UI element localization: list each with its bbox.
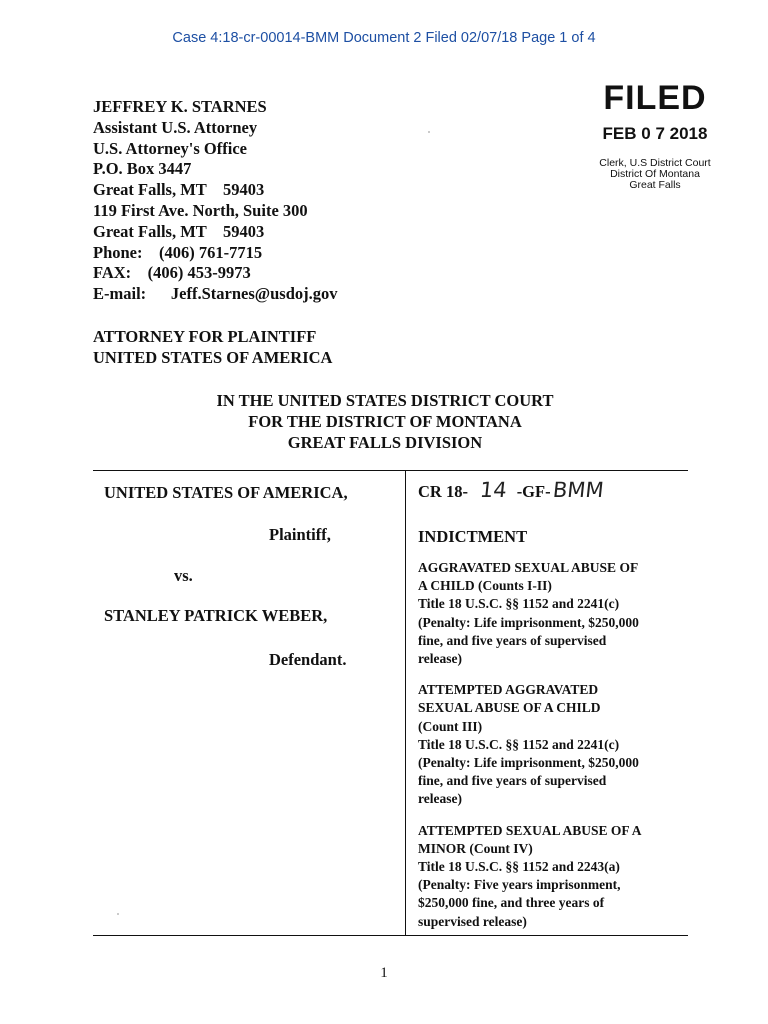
phone: Phone: (406) 761-7715 [93, 242, 263, 262]
count-line: Title 18 U.S.C. §§ 1152 and 2241(c) [418, 596, 620, 612]
court-district: FOR THE DISTRICT OF MONTANA [248, 412, 522, 431]
clerk-line: Clerk, U.S District Court [599, 157, 711, 169]
court-heading [0, 390, 768, 453]
scan-speck [428, 131, 430, 133]
count-line: release) [418, 791, 462, 807]
plaintiff-label: UNITED STATES OF AMERICA [93, 347, 333, 367]
count-line: fine, and five years of supervised [418, 632, 607, 648]
fax: FAX: (406) 453-9973 [93, 263, 251, 283]
attorney-for-label: ATTORNEY FOR PLAINTIFF [93, 327, 317, 346]
page-number: 1 [380, 965, 388, 981]
attorney-name: JEFFREY K. STARNES [93, 97, 267, 116]
filed-stamp [580, 80, 730, 191]
count-line: (Penalty: Life imprisonment, $250,000 [418, 755, 639, 771]
court-division: GREAT FALLS DIVISION [287, 433, 483, 452]
clerk-division: Great Falls [629, 179, 681, 191]
attorney-title: Assistant U.S. Attorney [93, 117, 258, 137]
count-line: AGGRAVATED SEXUAL ABUSE OF [418, 560, 639, 575]
street-city: Great Falls, MT 59403 [93, 221, 265, 241]
filed-label: FILED [603, 79, 707, 117]
count-line: Title 18 U.S.C. §§ 1152 and 2243(a) [418, 859, 620, 875]
filed-date: FEB 0 7 2018 [602, 124, 708, 143]
count-line: release) [418, 651, 462, 667]
street-address: 119 First Ave. North, Suite 300 [93, 200, 308, 220]
plaintiff-name: UNITED STATES OF AMERICA, [104, 483, 348, 502]
ecf-header: Case 4:18-cr-00014-BMM Document 2 Filed 02/07/18 Page 1 of 4 [172, 30, 596, 46]
count-line: fine, and five years of supervised [418, 773, 607, 789]
scan-speck [117, 913, 119, 915]
count-block [418, 681, 686, 808]
caption-bottom-rule [93, 935, 688, 936]
defendant-role: Defendant. [269, 650, 347, 669]
versus: vs. [174, 566, 193, 585]
plaintiff-role: Plaintiff, [269, 525, 331, 544]
case-number-mid: -GF- [516, 482, 551, 501]
caption-divider [405, 471, 406, 935]
case-number-prefix: CR 18- [418, 482, 468, 501]
case-number [418, 478, 686, 502]
count-line: (Penalty: Five years imprisonment, [418, 877, 621, 893]
count-line: A CHILD (Counts I-II) [418, 578, 552, 594]
handwritten-judge-initials: BMM [551, 478, 605, 502]
count-line: SEXUAL ABUSE OF A CHILD [418, 700, 601, 716]
count-line: ATTEMPTED SEXUAL ABUSE OF A [418, 822, 642, 838]
count-block [418, 822, 686, 931]
count-line: Title 18 U.S.C. §§ 1152 and 2241(c) [418, 736, 620, 752]
count-line: $250,000 fine, and three years of [418, 895, 605, 911]
po-box: P.O. Box 3447 [93, 159, 192, 179]
email: E-mail: Jeff.Starnes@usdoj.gov [93, 284, 338, 304]
attorney-for-plaintiff [93, 327, 332, 369]
attorney-office: U.S. Attorney's Office [93, 138, 247, 158]
attorney-block [93, 97, 338, 305]
caption-top-rule [93, 470, 688, 471]
count-line: (Count III) [418, 718, 483, 734]
defendant-name: STANLEY PATRICK WEBER, [104, 606, 328, 625]
handwritten-case-number: 14 [478, 478, 508, 502]
count-block [418, 559, 686, 668]
document-type: INDICTMENT [418, 527, 528, 546]
clerk-district: District Of Montana [610, 168, 700, 180]
count-line: supervised release) [418, 913, 527, 929]
count-line: ATTEMPTED AGGRAVATED [418, 682, 599, 698]
case-info [418, 478, 686, 931]
po-city: Great Falls, MT 59403 [93, 180, 265, 200]
court-name: IN THE UNITED STATES DISTRICT COURT [216, 391, 554, 410]
count-line: (Penalty: Life imprisonment, $250,000 [418, 614, 639, 630]
count-line: MINOR (Count IV) [418, 840, 533, 856]
